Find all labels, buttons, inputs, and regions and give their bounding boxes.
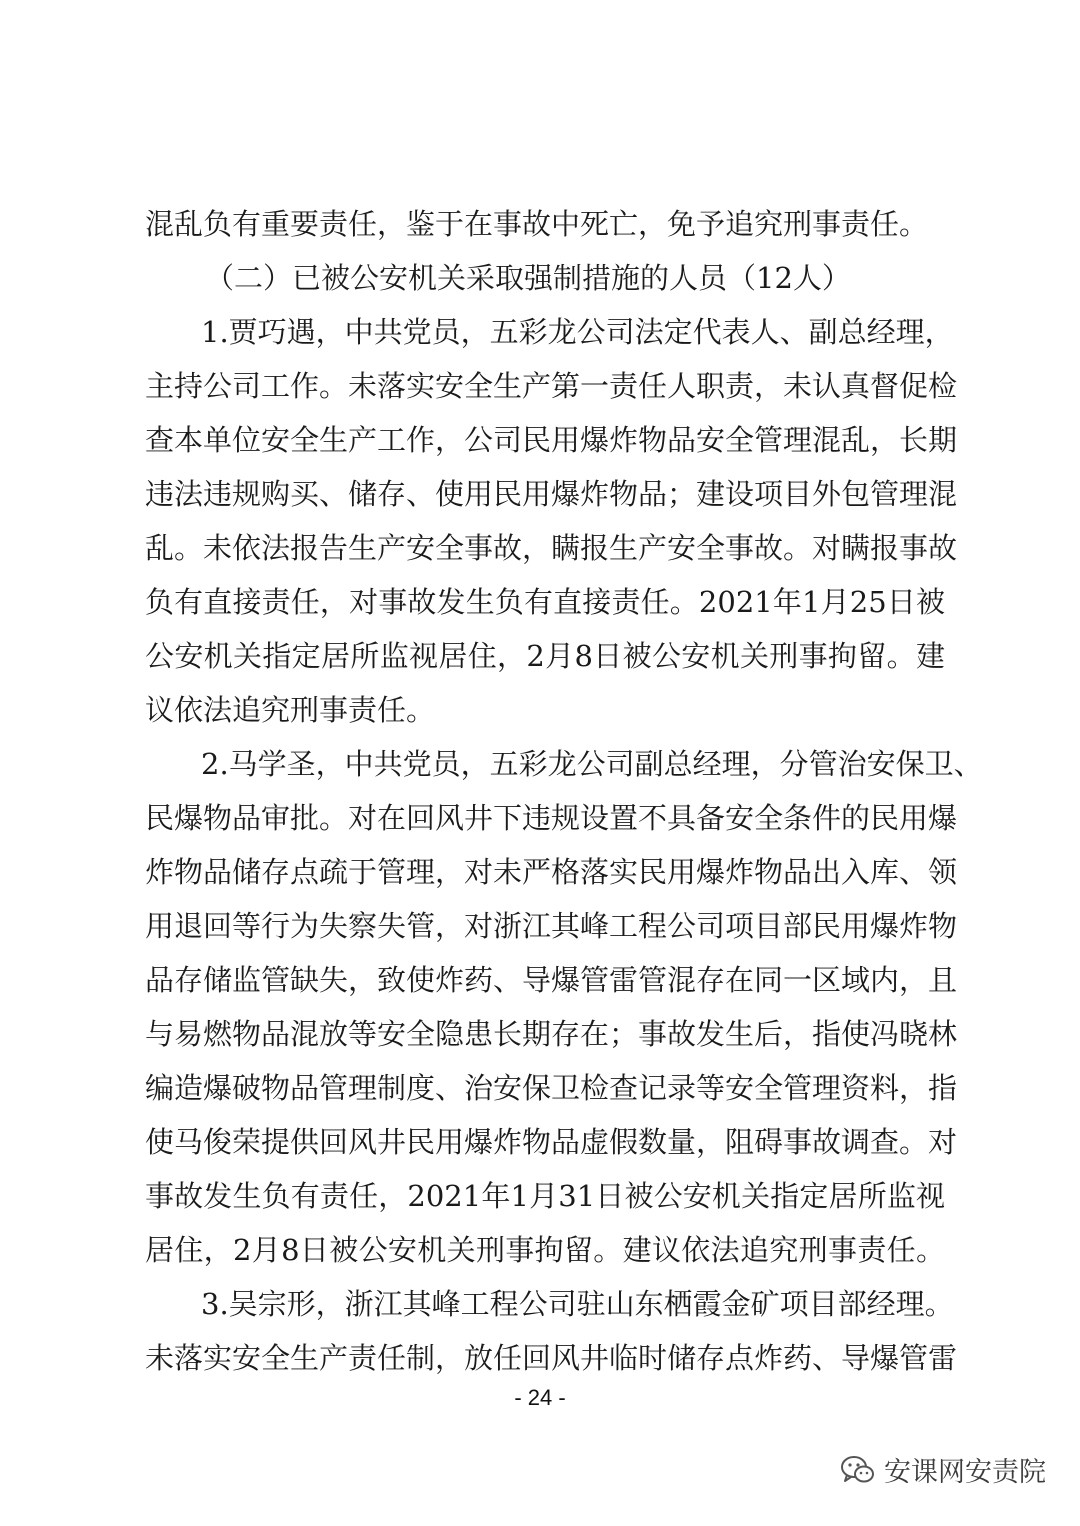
- text-line: 未落实安全生产责任制，放任回风井临时储存点炸药、导爆管雷: [145, 1341, 958, 1375]
- text-line: 炸物品储存点疏于管理，对未严格落实民用爆炸物品出入库、领: [145, 855, 958, 889]
- text-line: 与易燃物品混放等安全隐患长期存在；事故发生后，指使冯晓林: [145, 1017, 958, 1051]
- text-line: 居住，2月8日被公安机关刑事拘留。建议依法追究刑事责任。: [145, 1233, 945, 1267]
- page-number: - 24 -: [514, 1385, 566, 1410]
- watermark: [840, 1450, 1046, 1489]
- text-line: 乱。未依法报告生产安全事故，瞒报生产安全事故。对瞒报事故: [145, 531, 958, 565]
- text-line: 违法违规购买、储存、使用民用爆炸物品；建设项目外包管理混: [145, 477, 958, 511]
- paragraph-first-line: 3.吴宗形，浙江其峰工程公司驻山东栖霞金矿项目部经理。: [201, 1287, 954, 1321]
- text-line: 公安机关指定居所监视居住，2月8日被公安机关刑事拘留。建: [145, 639, 945, 673]
- text-line: 品存储监管缺失，致使炸药、导爆管雷管混存在同一区域内，且: [145, 963, 958, 997]
- paragraph-first-line: 1.贾巧遇，中共党员，五彩龙公司法定代表人、副总经理，: [201, 315, 954, 349]
- text-line: 事故发生负有责任，2021年1月31日被公安机关指定居所监视: [145, 1179, 945, 1213]
- text-line: 混乱负有重要责任，鉴于在事故中死亡，免予追究刑事责任。: [145, 207, 929, 241]
- section-heading: （二）已被公安机关采取强制措施的人员（12人）: [205, 261, 851, 295]
- text-line: 主持公司工作。未落实安全生产第一责任人职责，未认真督促检: [145, 369, 958, 403]
- wechat-icon: [840, 1454, 876, 1486]
- text-line: 负有直接责任，对事故发生负有直接责任。2021年1月25日被: [145, 585, 945, 619]
- document-body: [145, 197, 983, 1385]
- text-line: 查本单位安全生产工作，公司民用爆炸物品安全管理混乱，长期: [145, 423, 958, 457]
- text-line: 议依法追究刑事责任。: [145, 693, 436, 727]
- text-line: 用退回等行为失察失管，对浙江其峰工程公司项目部民用爆炸物: [145, 909, 958, 943]
- text-line: 编造爆破物品管理制度、治安保卫检查记录等安全管理资料，指: [145, 1071, 958, 1105]
- paragraph-first-line: 2.马学圣，中共党员，五彩龙公司副总经理，分管治安保卫、: [201, 747, 983, 781]
- text-line: 民爆物品审批。对在回风井下违规设置不具备安全条件的民用爆: [145, 801, 958, 835]
- text-line: 使马俊荣提供回风井民用爆炸物品虚假数量，阻碍事故调查。对: [145, 1125, 958, 1159]
- watermark-text: 安课网安责院: [884, 1457, 1046, 1488]
